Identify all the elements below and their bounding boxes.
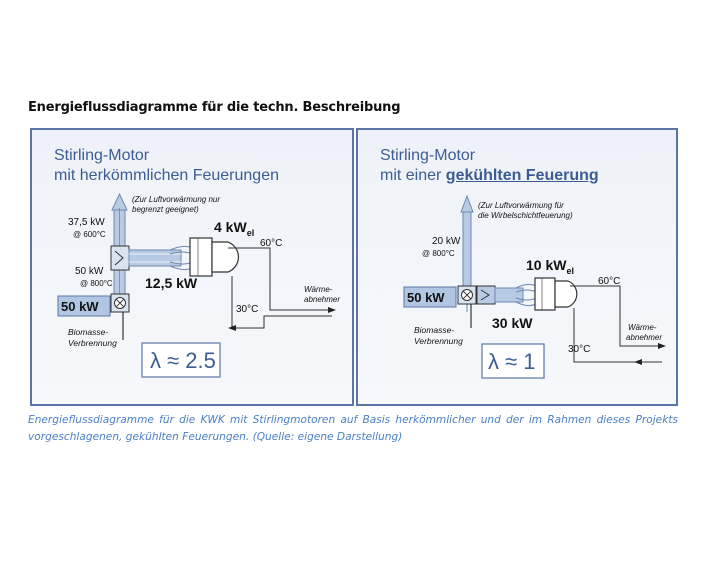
lambda-value: λ ≈ 1	[488, 349, 536, 374]
heat-consumer-label-line1: Wärme-	[304, 285, 333, 294]
energy-flow-diagram-conventional	[32, 130, 352, 404]
input-energy-label: 50 kW	[407, 290, 445, 305]
figure-caption: Energieflussdiagramme für die KWK mit Stirlingmotoren auf Basis herkömmlicher und der im Rahmen dieses Projekts vorgeschlagenen, gekühlten Feuerungen. (Quelle: eigene Darstellung)	[28, 414, 678, 443]
exhaust-temperature-label: @ 600°C	[73, 230, 106, 239]
heat-exchanger	[111, 246, 129, 270]
panel-title-highlight: gekühlten Feuerung	[445, 167, 599, 184]
panel-title-line2: mit herkömmlichen Feuerungen	[54, 167, 279, 184]
heat-exchanger	[477, 286, 495, 304]
electric-power-label: 4 $kW_{el}$	[214, 219, 255, 238]
heat-flow-band	[129, 246, 192, 269]
air-preheat-note-line1: (Zur Luftvorwärmung für	[478, 201, 564, 210]
heat-consumer-label-line2: abnehmer	[304, 295, 341, 304]
stirling-engine	[190, 238, 238, 276]
air-preheat-note-line2: begrenzt geeignet)	[132, 205, 199, 214]
stirling-engine	[535, 278, 577, 310]
air-preheat-note-line1: (Zur Luftvorwärmung nur	[132, 195, 221, 204]
flue-gas-temperature-label: @ 800°C	[80, 279, 113, 288]
exhaust-power-label: 37,5 kW	[68, 217, 105, 228]
diagram-panel-conventional	[30, 128, 354, 406]
cold-temperature-label: 30°C	[236, 304, 259, 315]
fuel-source-label-line1: Biomasse-	[68, 327, 109, 337]
flue-gas-power-label: 50 kW	[75, 266, 104, 277]
hot-temperature-label: 60°C	[260, 238, 283, 249]
air-preheat-note-line2: die Wirbelschichtfeuerung)	[478, 211, 573, 220]
exhaust-temperature-label: @ 800°C	[422, 249, 455, 258]
input-energy-label: 50 kW	[61, 299, 99, 314]
heat-flow-label: 12,5 kW	[145, 275, 198, 291]
heat-consumer-label-line1: Wärme-	[628, 323, 657, 332]
fuel-source-label-line1: Biomasse-	[414, 325, 455, 335]
energy-flow-diagram-cooled	[358, 130, 676, 404]
hot-temperature-label: 60°C	[598, 276, 621, 287]
lambda-value: λ ≈ 2.5	[150, 348, 216, 373]
cold-temperature-label: 30°C	[568, 344, 591, 355]
panel-title-line2-plain: mit einer	[380, 167, 446, 184]
fuel-source-label-line2: Verbrennung	[68, 338, 117, 348]
fuel-source-label-line2: Verbrennung	[414, 336, 463, 346]
panel-title-line1: Stirling-Motor	[380, 147, 476, 164]
exhaust-power-label: 20 kW	[432, 236, 461, 247]
heat-flow-band	[495, 284, 536, 305]
heat-flow-label: 30 kW	[492, 315, 533, 331]
electric-power-label: 10 $kW_{el}$	[526, 257, 574, 276]
diagram-panel-cooled	[356, 128, 678, 406]
panel-title-line1: Stirling-Motor	[54, 147, 150, 164]
page-heading: Energieflussdiagramme für die techn. Beschreibung	[28, 100, 401, 115]
heat-consumer-label-line2: abnehmer	[626, 333, 663, 342]
